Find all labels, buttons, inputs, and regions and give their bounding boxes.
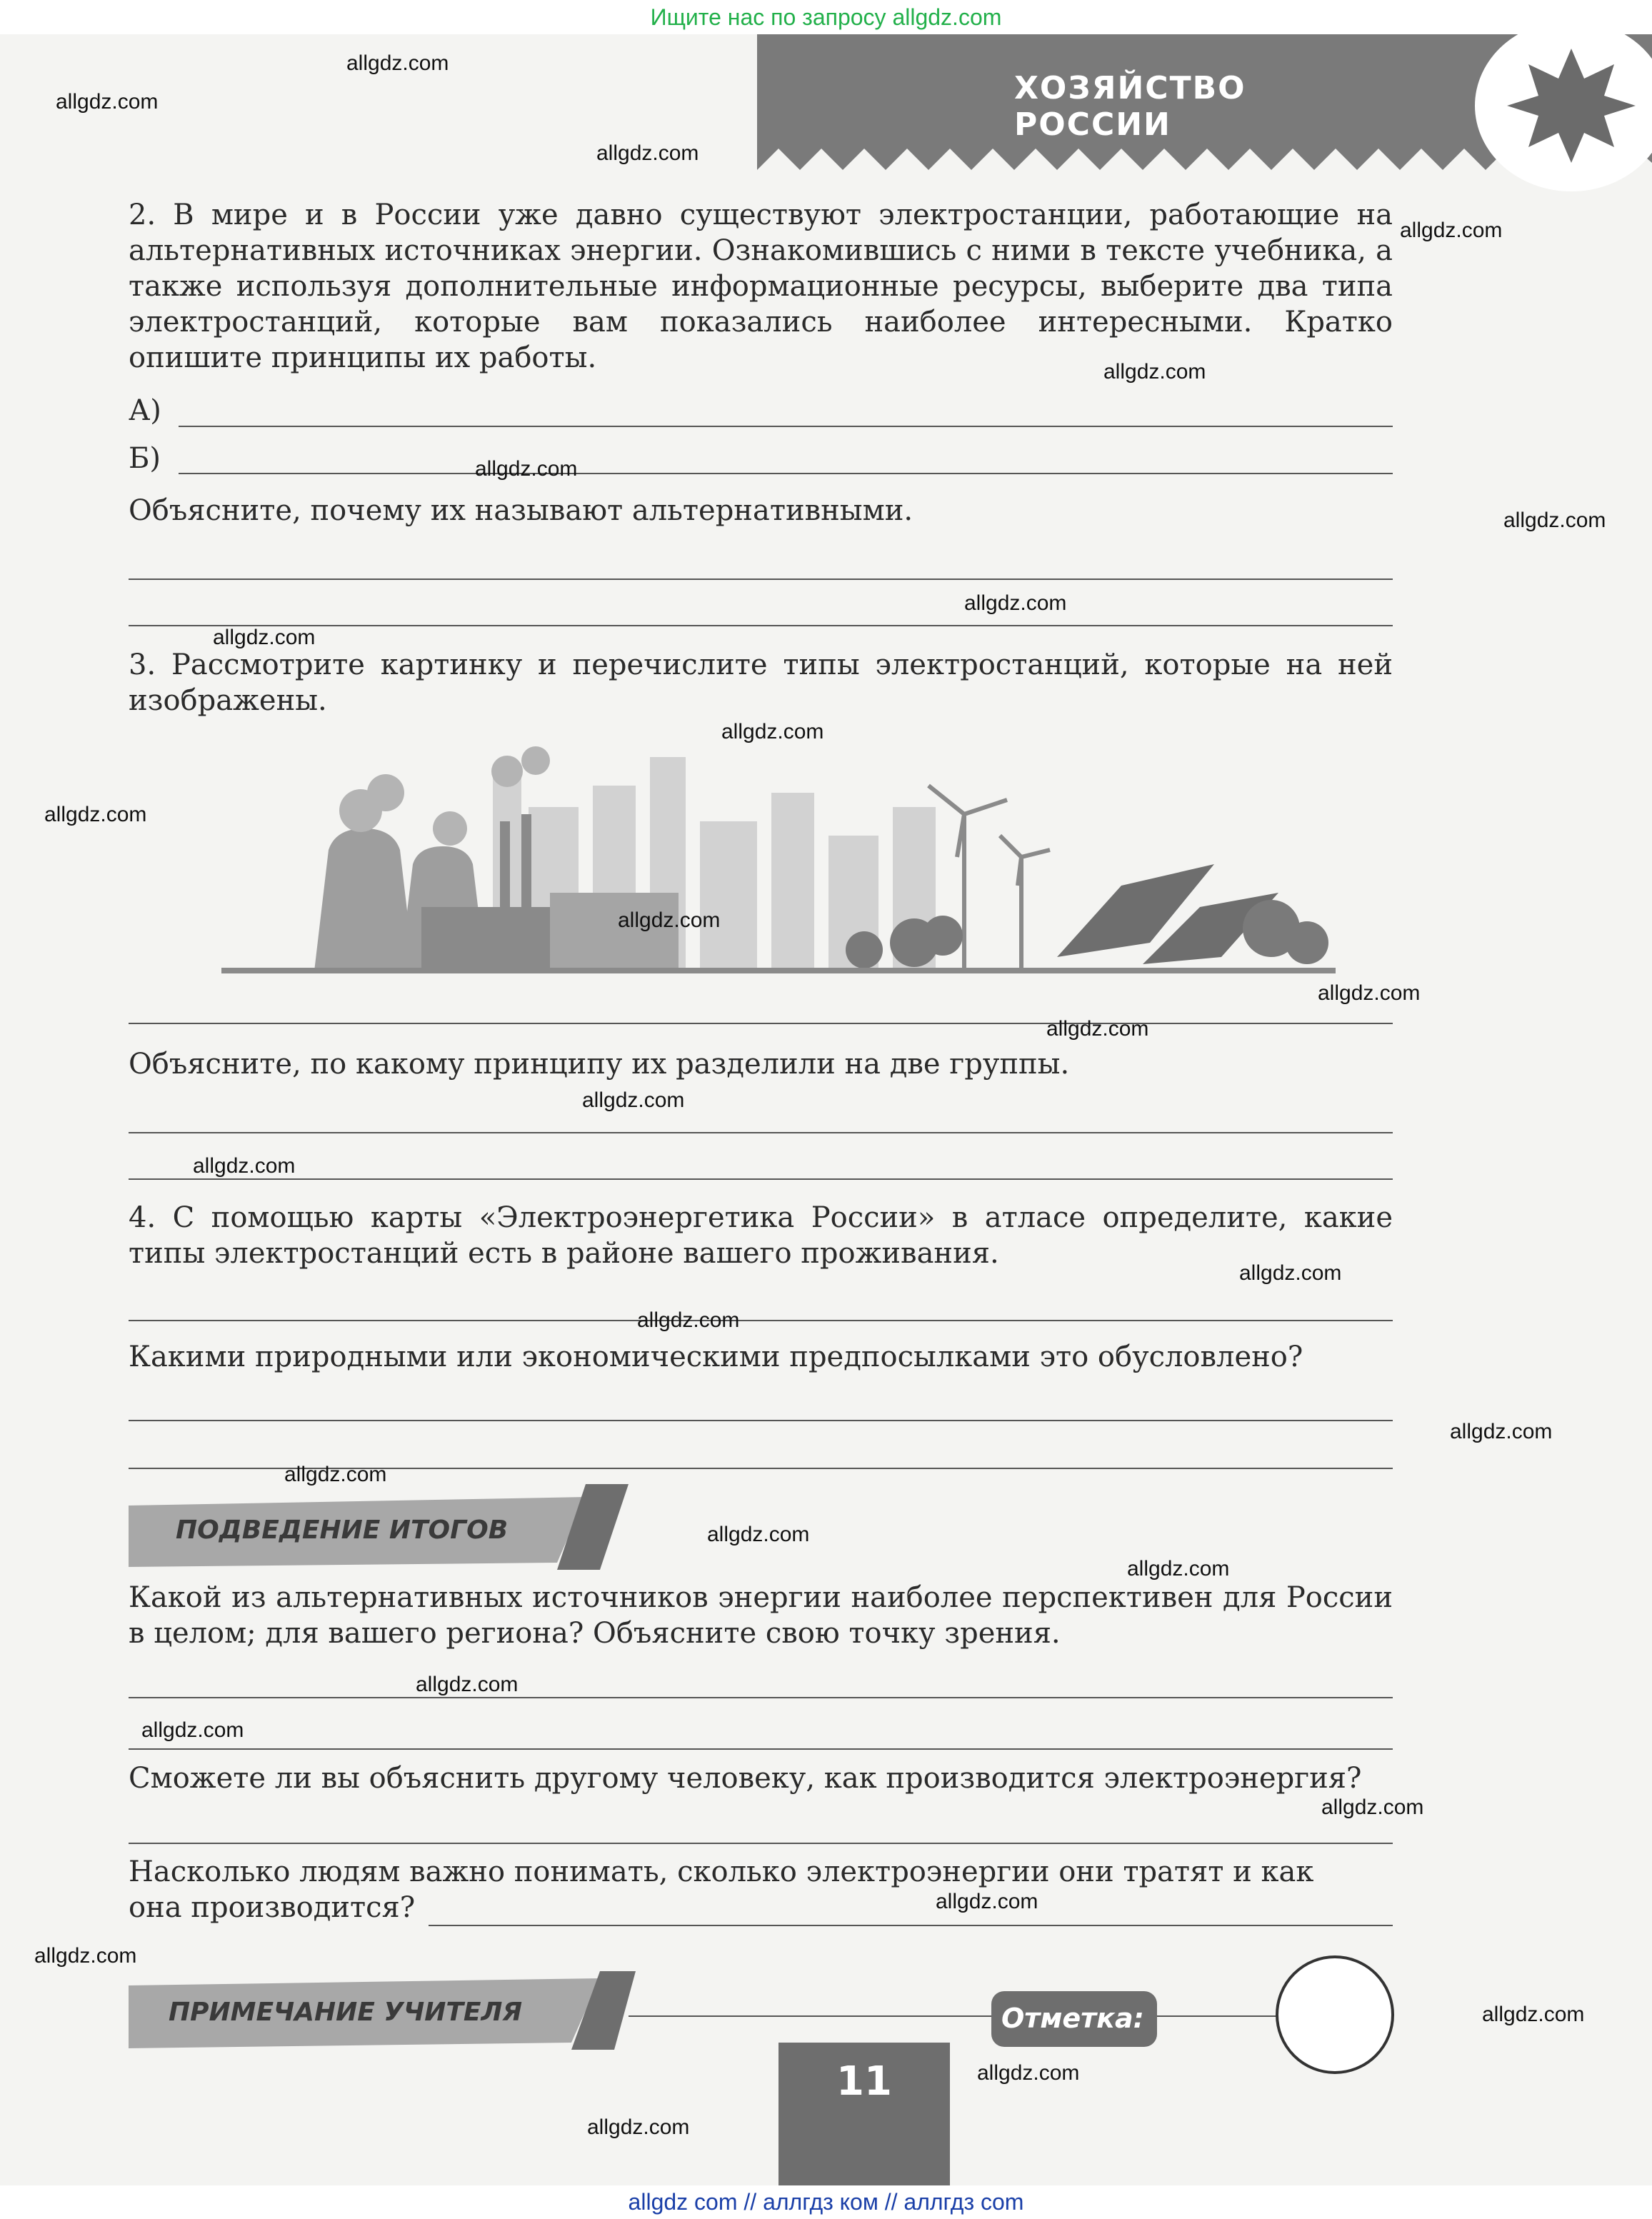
watermark: allgdz.com — [1321, 1795, 1424, 1819]
watermark: allgdz.com — [213, 626, 316, 649]
watermark: allgdz.com — [1450, 1420, 1553, 1443]
watermark: allgdz.com — [1046, 1017, 1149, 1041]
answer-line[interactable] — [129, 1178, 1393, 1180]
watermark: allgdz.com — [416, 1673, 519, 1696]
watermark: allgdz.com — [707, 1523, 810, 1546]
watermark: allgdz.com — [34, 1944, 137, 1968]
answer-b-label: Б) — [129, 442, 161, 475]
watermark: allgdz.com — [1127, 1557, 1230, 1581]
answer-line[interactable] — [429, 1925, 1393, 1926]
summary-question-1: Какой из альтернативных источников энергии наиболее перспективен для России в целом; для вашего региона? Объясните свою точку зрения. — [129, 1581, 1393, 1650]
watermark: allgdz.com — [475, 457, 578, 481]
summary-question-3: Насколько людям важно понимать, сколько электроэнергии они тратят и как — [129, 1855, 1314, 1888]
question-4-followup: Какими природными или экономическими предпосылками это обусловлено? — [129, 1341, 1303, 1373]
answer-line[interactable] — [179, 473, 1393, 474]
answer-a-label: А) — [129, 394, 161, 427]
watermark: allgdz.com — [193, 1154, 296, 1178]
answer-line[interactable] — [179, 426, 1393, 427]
watermark: allgdz.com — [618, 908, 721, 932]
watermark: allgdz.com — [1103, 360, 1206, 384]
summary-title: ПОДВЕДЕНИЕ ИТОГОВ — [176, 1516, 509, 1545]
answer-line[interactable] — [129, 1023, 1393, 1024]
watermark: allgdz.com — [596, 141, 699, 165]
watermark: allgdz.com — [284, 1463, 387, 1486]
mark-label: Отметка: — [1001, 2003, 1144, 2034]
watermark: allgdz.com — [44, 803, 147, 826]
question-2: 2. В мире и в России уже давно существуют электростанции, работающие на альтернативных источниках энергии. Ознакомившись с ними в тексте учебника, а также используя дополнительные информационные ресурсы, выберите два типа электростанций, которые вам показались наиболее интересными. Кратко опишите принципы их работы. — [129, 199, 1393, 374]
watermark: allgdz.com — [977, 2061, 1080, 2085]
page-number: 11 — [779, 2043, 950, 2185]
mark-line[interactable] — [1157, 2015, 1278, 2017]
watermark: allgdz.com — [1482, 2003, 1585, 2026]
watermark: allgdz.com — [582, 1088, 685, 1112]
bottom-banner[interactable]: allgdz com // аллгдз ком // аллгдз com — [0, 2185, 1652, 2219]
answer-line[interactable] — [129, 578, 1393, 580]
power-stations-illustration — [221, 743, 1336, 978]
answer-line[interactable] — [129, 1843, 1393, 1844]
question-4: 4. С помощью карты «Электроэнергетика России» в атласе определите, какие типы электростанций есть в районе вашего проживания. — [129, 1201, 1393, 1270]
answer-line[interactable] — [129, 1420, 1393, 1421]
watermark: allgdz.com — [346, 51, 449, 75]
watermark: allgdz.com — [721, 720, 824, 743]
watermark: allgdz.com — [587, 2115, 690, 2139]
question-2-followup: Объясните, почему их называют альтернативными. — [129, 494, 913, 527]
question-3-followup: Объясните, по какому принципу их разделили на две группы. — [129, 1048, 1070, 1081]
watermark: allgdz.com — [637, 1308, 740, 1332]
summary-question-2: Сможете ли вы объяснить другому человеку, как производится электроэнергия? — [129, 1762, 1362, 1795]
watermark: allgdz.com — [1400, 219, 1503, 242]
watermark: allgdz.com — [964, 591, 1067, 615]
answer-line[interactable] — [129, 1132, 1393, 1133]
watermark: allgdz.com — [1239, 1261, 1342, 1285]
answer-line[interactable] — [129, 1748, 1393, 1750]
top-banner[interactable]: Ищите нас по запросу allgdz.com — [0, 0, 1652, 34]
solar-panel-icon — [1057, 864, 1278, 964]
watermark: allgdz.com — [936, 1890, 1038, 1913]
watermark: allgdz.com — [56, 90, 159, 114]
answer-line[interactable] — [129, 1697, 1393, 1698]
teacher-note-line[interactable] — [629, 2015, 1000, 2017]
answer-line[interactable] — [129, 625, 1393, 626]
watermark: allgdz.com — [141, 1718, 244, 1742]
summary-question-3-end: она производится? — [129, 1891, 416, 1924]
question-3: 3. Рассмотрите картинку и перечислите типы электростанций, которые на ней изображены. — [129, 648, 1393, 717]
grade-circle[interactable] — [1276, 1955, 1394, 2074]
header-title: ХОЗЯЙСТВО РОССИИ — [1014, 70, 1246, 143]
teacher-note-title: ПРИМЕЧАНИЕ УЧИТЕЛЯ — [169, 1998, 523, 2027]
answer-line[interactable] — [129, 1320, 1393, 1321]
watermark: allgdz.com — [1503, 509, 1606, 532]
watermark: allgdz.com — [1318, 981, 1421, 1005]
